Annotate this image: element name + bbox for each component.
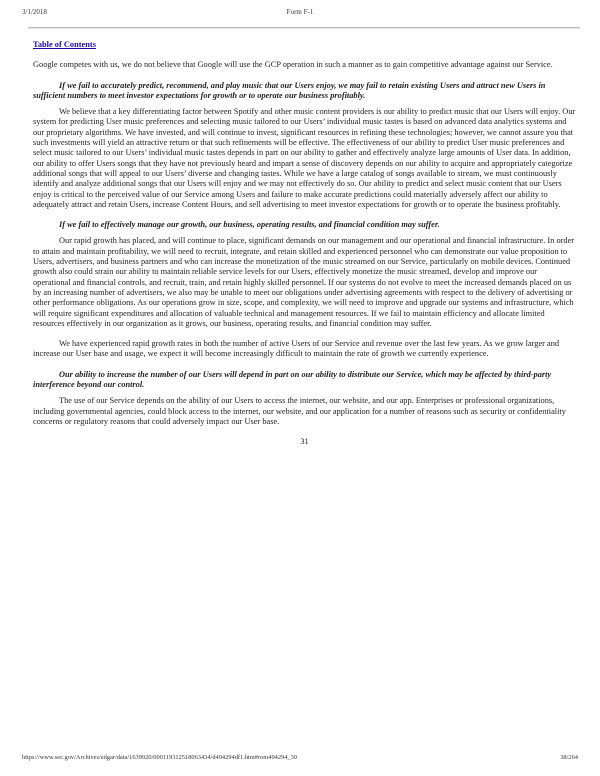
table-of-contents-link[interactable]: Table of Contents (33, 40, 96, 49)
paragraph-manage-growth: Our rapid growth has placed, and will continue to place, significant demands on our management and our operational and financial infrastructure. In order to attain and maintain profitability, we will need to recruit, integrate, and retain skilled and experienced personnel who can demonstrate our value proposition to Users, advertisers, and business partners and who can increase the monetization of the music streamed on our Service, particularly on mobile devices. Continued growth also could strain our ability to maintain reliable service levels for our Users, effectively monetize the music streamed, develop and improve our operational and financial controls, and recruit, train, and retain highly skilled personnel. If our systems do not evolve to meet the increased demands placed on us by an increasing number of advertisers, we also may be unable to meet our obligations under advertising agreements with respect to the delivery of advertising or other performance obligations. As our operations grow in size, scope, and complexity, we will need to improve and upgrade our systems and infrastructure, which will require significant expenditures and allocation of valuable technical and management resources. If we fail to maintain efficiency and allocate limited resources effectively in our organization as it grows, our business, operating results, and financial condition may suffer. (33, 236, 575, 328)
risk-heading-manage-growth: If we fail to effectively manage our growth, our business, operating results, and financial condition may suffer. (59, 220, 440, 230)
risk-heading-distribution: Our ability to increase the number of our Users will depend in part on our ability to distribute our Service, which may be affected by third-party interference beyond our control. (33, 369, 552, 390)
paragraph-gcp: Google competes with us, we do not believe that Google will use the GCP operation in such a manner as to gain competitive advantage against our Service. (33, 60, 553, 70)
header-divider (28, 27, 580, 29)
document-body (33, 40, 576, 448)
paragraph-music-prediction: We believe that a key differentiating factor between Spotify and other music content providers is our ability to predict music that our Users will enjoy. Our system for predicting User music preferences and selecting music tailored to our Users’ individual music tastes is based on advanced data analytics systems and our proprietary algorithms. We have invested, and will continue to invest, significant resources in refining these technologies; however, we cannot assure you that such investments will yield an attractive return or that such refinements will be effective. The effectiveness of our ability to predict User music preferences and select music tailored to our Users’ individual music tastes depends in part on our ability to gather and effectively analyze large amounts of User data. In addition, our ability to offer Users songs that they have not previously heard and impart a sense of discovery depends on our ability to acquire and appropriately categorize additional songs that will appeal to our Users’ diverse and changing tastes. While we have a large catalog of songs available to stream, we must continuously identify and analyze additional songs that our Users will enjoy and we may not effectively do so. Our ability to predict and select music content that our Users enjoy is critical to the perceived value of our Service among Users and failure to make accurate predictions could materially adversely affect our ability to adequately attract and retain Users, increase Content Hours, and sell advertising to meet investor expectations for growth or to operate the business profitably. (33, 107, 576, 209)
paragraph-distribution: The use of our Service depends on the ability of our Users to access the internet, our website, and our app. Enterprises or professional organizations, including governmental agencies, could block access to the internet, our website, and our application for a number of reasons such as security or confidentiality concerns or regulatory reasons that could adversely impact our User base. (33, 396, 566, 426)
print-header (22, 8, 578, 20)
print-date: 3/1/2018 (22, 8, 47, 16)
page-number: 31 (300, 437, 309, 447)
paragraph-growth-rates: We have experienced rapid growth rates in both the number of active Users of our Service and revenue over the last few years. As we grow larger and increase our User base and usage, we expect it will become increasingly difficult to maintain the rate of growth we currently experience. (33, 339, 560, 359)
risk-heading-music-prediction: If we fail to accurately predict, recommend, and play music that our Users enjoy, we may fail to retain existing Users and attract new Users in sufficient numbers to meet investor expectations for growth or to operate our business profitably. (33, 80, 546, 100)
document-title: Form F-1 (286, 8, 314, 16)
source-url: https://www.sec.gov/Archives/edgar/data/1639920/000119312518063434/d494294df1.htm#rom494294_30 (22, 754, 298, 761)
page-count: 38/264 (560, 754, 578, 761)
